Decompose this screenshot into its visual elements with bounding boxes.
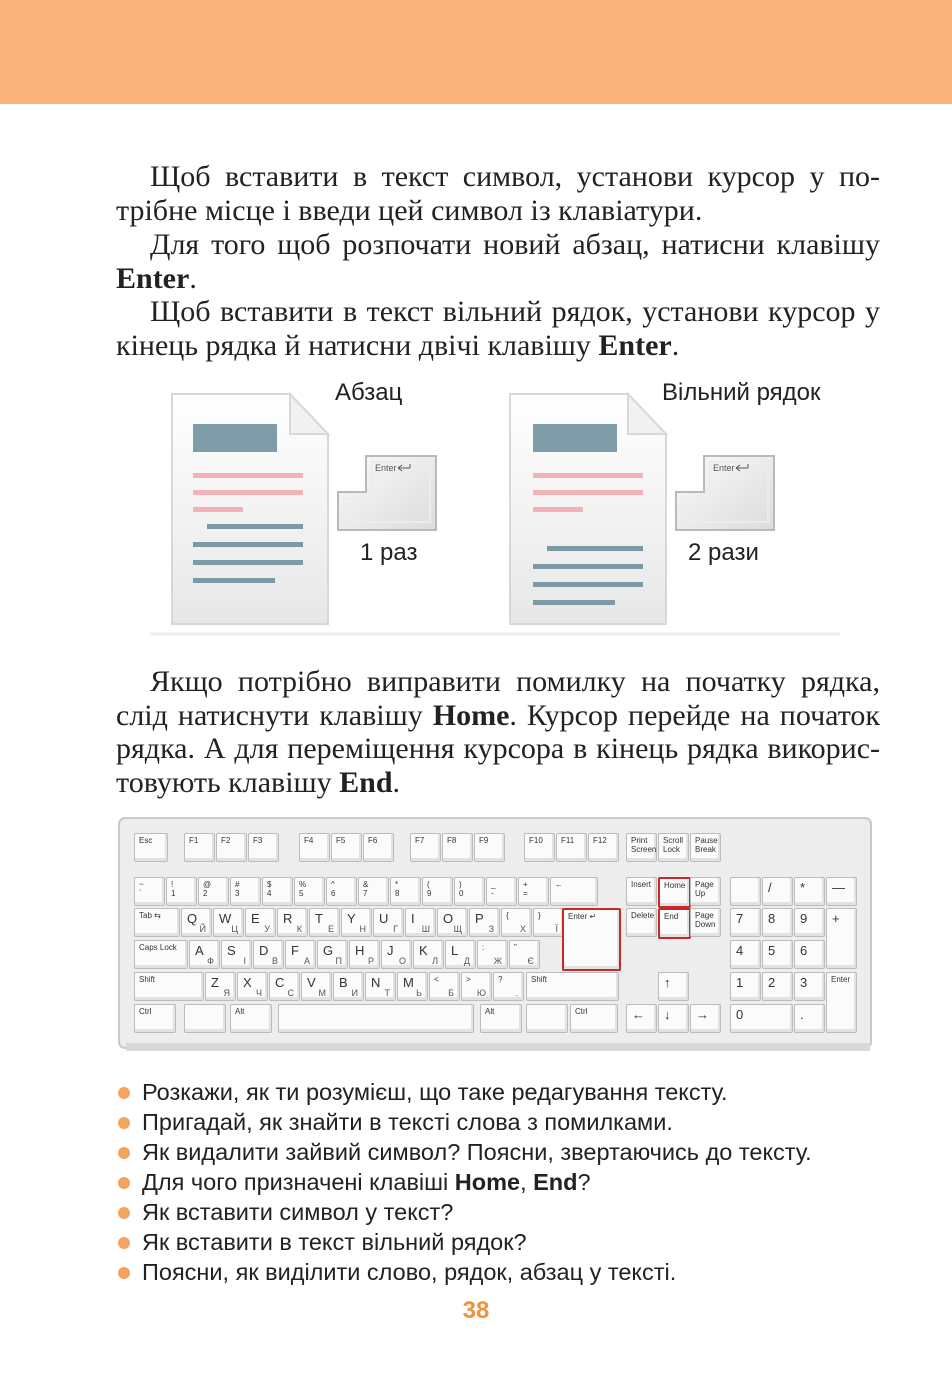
label-once: 1 раз [360, 539, 418, 566]
arrow-down-key: ↓ [658, 1004, 689, 1033]
letter-key: X Ч [237, 972, 268, 1001]
letter-key: T Е [309, 908, 340, 937]
f1-key: F1 [184, 833, 215, 862]
list-item: Як вставити в текст вільний рядок? [118, 1227, 812, 1257]
enter-key: Enter ↵ [562, 908, 621, 971]
backspace-key: ← [550, 877, 598, 906]
num-8-key: 8 [762, 908, 793, 937]
enter-key-label: Enter [375, 463, 397, 473]
end-key: End [658, 908, 691, 939]
f5-key: F5 [331, 833, 362, 862]
label-twice: 2 рази [688, 539, 759, 566]
num-4-key: 4 [730, 940, 761, 969]
ctrl-right-key: Ctrl [570, 1004, 618, 1033]
number-key: ( 9 [422, 877, 453, 906]
number-key: + = [518, 877, 549, 906]
num-dot-key: . [794, 1004, 825, 1033]
letter-key: M Ь [397, 972, 428, 1001]
list-item: Пригадай, як знайти в тексті слова з помилками. [118, 1107, 812, 1137]
num-7-key: 7 [730, 908, 761, 937]
letter-key: A Ф [189, 940, 220, 969]
f2-key: F2 [216, 833, 247, 862]
letter-key: " Є [509, 940, 540, 969]
win-left-key [184, 1004, 226, 1033]
letter-key: B И [333, 972, 364, 1001]
alt-left-key: Alt [230, 1004, 272, 1033]
bullet-icon [118, 1237, 130, 1249]
f10-key: F10 [524, 833, 555, 862]
enter-key-icon [338, 456, 436, 530]
letter-key: < Б [429, 972, 460, 1001]
letter-key: F А [285, 940, 316, 969]
home-key-term: Home [432, 698, 510, 732]
number-key: ^ 6 [326, 877, 357, 906]
paragraph-home-end: Якщо потрібно виправити помилку на початку рядка, слід натиснути клавішу Home. Курсор перейде на початок рядка. А для переміщення курсора в кінець рядка викорис-товують клавішу End. [116, 665, 880, 799]
num-2-key: 2 [762, 972, 793, 1001]
end-key-term: End [339, 765, 393, 799]
arrow-left-key: ← [626, 1004, 657, 1033]
alt-right-key: Alt [480, 1004, 522, 1033]
shift-left-key: Shift [134, 972, 204, 1001]
f6-key: F6 [363, 833, 394, 862]
paragraph-insert-symbol: Щоб вставити в текст символ, установи курсор у по-трібне місце і введи цей символ із клавіатури. [116, 160, 880, 227]
letter-key: K Л [413, 940, 444, 969]
arrow-up-key: ↑ [658, 972, 689, 1001]
number-key: @ 2 [198, 877, 229, 906]
f12-key: F12 [588, 833, 619, 862]
bullet-icon [118, 1177, 130, 1189]
page-number: 38 [462, 1297, 490, 1324]
shift-right-key: Shift [526, 972, 619, 1001]
f3-key: F3 [248, 833, 279, 862]
letter-key: R К [277, 908, 308, 937]
enter-key-term: Enter [116, 261, 190, 295]
letter-key: : Ж [477, 940, 508, 969]
letter-key: Z Я [205, 972, 236, 1001]
letter-key: H Р [349, 940, 380, 969]
number-key: & 7 [358, 877, 389, 906]
letter-key: Y Н [341, 908, 372, 937]
list-item: Як видалити зайвий символ? Поясни, звертаючись до тексту. [118, 1137, 812, 1167]
space-key [278, 1004, 474, 1033]
enter-key-label: Enter [713, 463, 735, 473]
num-plus-key: + [826, 908, 857, 969]
num-3-key: 3 [794, 972, 825, 1001]
label-empty-line: Вільний рядок [662, 379, 821, 406]
num-5-key: 5 [762, 940, 793, 969]
letter-key: J О [381, 940, 412, 969]
arrow-right-key: → [690, 1004, 721, 1033]
num-divide-key: / [762, 877, 793, 906]
number-key: # 3 [230, 877, 261, 906]
number-key: % 5 [294, 877, 325, 906]
num-lock-key [730, 877, 761, 906]
num-6-key: 6 [794, 940, 825, 969]
scroll-lock-key: Scroll Lock [658, 833, 689, 862]
letter-key: W Ц [213, 908, 244, 937]
delete-key: Delete [626, 908, 657, 937]
paragraph-new-paragraph: Для того щоб розпочати новий абзац, натисни клавішу Enter. [116, 228, 880, 295]
num-9-key: 9 [794, 908, 825, 937]
page-down-key: Page Down [690, 908, 721, 937]
letter-key: C С [269, 972, 300, 1001]
f4-key: F4 [299, 833, 330, 862]
f9-key: F9 [474, 833, 505, 862]
document-right-icon [510, 394, 666, 624]
num-enter-key: Enter [826, 972, 857, 1033]
letter-key: L Д [445, 940, 476, 969]
insert-key: Insert [626, 877, 657, 906]
tab-key: Tab ⇆ [134, 908, 180, 937]
number-key: ) 0 [454, 877, 485, 906]
keyboard-illustration [118, 817, 874, 1053]
paragraph-empty-line: Щоб вставити в текст вільний рядок, установи курсор у кінець рядка й натисни двічі клавішу Enter. [116, 295, 880, 362]
top-color-band [0, 0, 952, 104]
list-item: Поясни, як виділити слово, рядок, абзац у тексті. [118, 1257, 812, 1287]
letter-key: P З [469, 908, 500, 937]
f7-key: F7 [410, 833, 441, 862]
letter-key: N Т [365, 972, 396, 1001]
num-minus-key: — [826, 877, 857, 906]
letter-key: O Щ [437, 908, 468, 937]
letter-key: V М [301, 972, 332, 1001]
number-key: _ - [486, 877, 517, 906]
number-key: $ 4 [262, 877, 293, 906]
enter-key-term: Enter [598, 328, 672, 362]
paragraph-illustration [0, 372, 952, 642]
letter-key: > Ю [461, 972, 492, 1001]
list-item: Розкажи, як ти розумієш, що таке редагування тексту. [118, 1077, 812, 1107]
f8-key: F8 [442, 833, 473, 862]
bullet-icon [118, 1147, 130, 1159]
f11-key: F11 [556, 833, 587, 862]
home-key: Home [658, 877, 691, 908]
label-paragraph: Абзац [335, 379, 403, 406]
list-item: Як вставити символ у текст? [118, 1197, 812, 1227]
letter-key: Q Й [181, 908, 212, 937]
letter-key: D В [253, 940, 284, 969]
list-item: Для чого призначені клавіші Home, End? [118, 1167, 812, 1197]
enter-key-icon [676, 456, 774, 530]
number-key: * 8 [390, 877, 421, 906]
letter-key: E У [245, 908, 276, 937]
num-multiply-key: * [794, 877, 825, 906]
esc-key: Esc [134, 833, 168, 862]
bullet-icon [118, 1087, 130, 1099]
letter-key: } Ї [533, 908, 564, 937]
letter-key: U Г [373, 908, 404, 937]
number-key: ~ ` [134, 877, 165, 906]
document-left-icon [172, 394, 328, 624]
questions-list [118, 1077, 812, 1287]
caps-lock-key: Caps Lock [134, 940, 188, 969]
num-0-key: 0 [730, 1004, 793, 1033]
letter-key: I Ш [405, 908, 436, 937]
bullet-icon [118, 1117, 130, 1129]
bullet-icon [118, 1207, 130, 1219]
pause-key: Pause Break [690, 833, 721, 862]
win-right-key [526, 1004, 568, 1033]
letter-key: S І [221, 940, 252, 969]
letter-key: { Х [501, 908, 532, 937]
print-screen-key: Print Screen [626, 833, 657, 862]
bullet-icon [118, 1267, 130, 1279]
letter-key: G П [317, 940, 348, 969]
number-key: ! 1 [166, 877, 197, 906]
ctrl-left-key: Ctrl [134, 1004, 176, 1033]
page-up-key: Page Up [690, 877, 721, 906]
num-1-key: 1 [730, 972, 761, 1001]
letter-key: ? . [493, 972, 524, 1001]
